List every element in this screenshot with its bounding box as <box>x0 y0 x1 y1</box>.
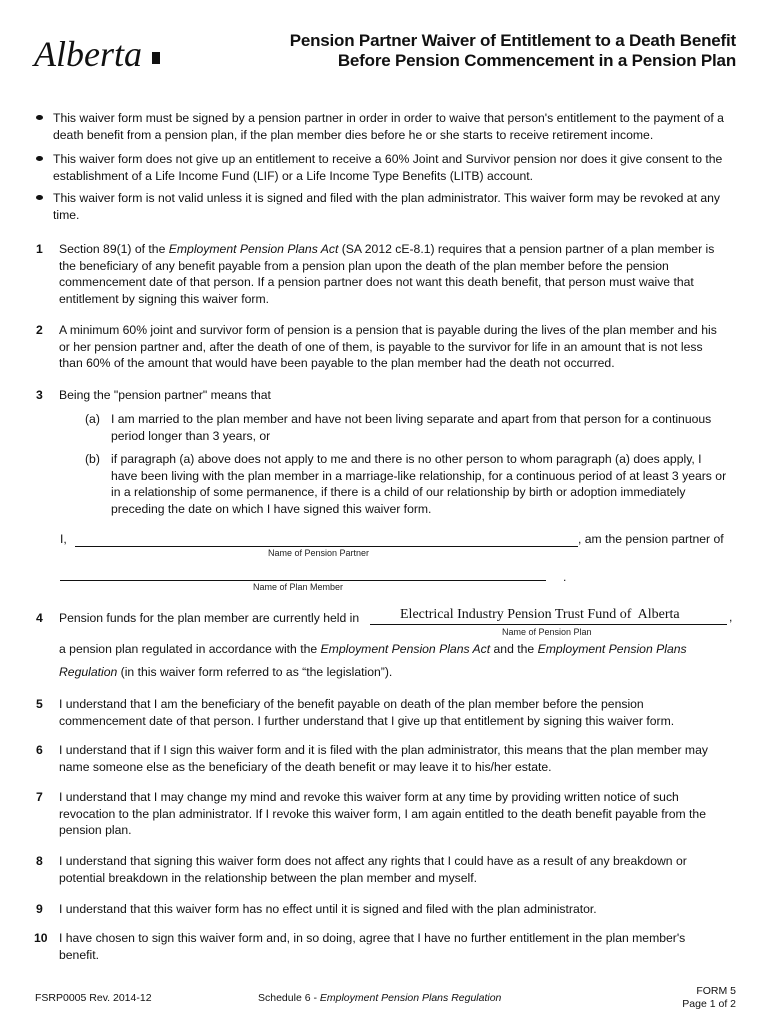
clause-number: 1 <box>36 242 43 256</box>
bullet-item: This waiver form does not give up an entitlement to receive a 60% Joint and Survivor pension nor does it give consent to the establishment of a Life Income Fund (LIF) or a Life Income Type Benefits (LITB) account. <box>36 151 726 184</box>
clause-9: 9 I understand that this waiver form has no effect until it is signed and filed with the plan administrator. <box>36 902 597 916</box>
bullet-item: This waiver form must be signed by a pension partner in order in order to waive that person's entitlement to the payment of a death benefit from a pension plan, if the plan member dies before he or she starts to receive retirement income. <box>36 110 726 143</box>
clause-3b: (b) if paragraph (a) above does not apply to me and there is no other person to whom paragraph (a) does apply, I have been living with the plan member in a marriage-like relationship, for a continuous period of at least 3 years or in a relationship of some permanence, if there is a child of our relationship by birth or adoption immediately preceding the date on which I have signed this waiver form. <box>85 452 727 516</box>
alberta-logo <box>30 30 170 78</box>
page-number: Page 1 of 2 <box>682 998 736 1010</box>
clause-number: 8 <box>36 854 43 868</box>
member-name-caption: Name of Plan Member <box>253 582 344 592</box>
pension-plan-value: Electrical Industry Pension Trust Fund of Alberta <box>400 607 680 622</box>
clause-number: 10 <box>34 931 48 945</box>
logo-text: Alberta <box>34 34 142 74</box>
title-line-1: Pension Partner Waiver of Entitlement to a Death Benefit <box>289 31 736 50</box>
partner-suffix: , am the pension partner of <box>578 532 724 546</box>
partner-name-caption: Name of Pension Partner <box>268 548 370 558</box>
schedule-reference: Schedule 6 - Employment Pension Plans Regulation <box>258 992 502 1004</box>
member-suffix: . <box>563 570 567 584</box>
form-page-info <box>682 985 736 1011</box>
clause-4: 4 Pension funds for the plan member are currently held in <box>36 611 360 625</box>
clause-2: 2 A minimum 60% joint and survivor form of pension is a pension that is payable during the lives of the plan member and his or her pension partner and, after the death of one of them, is payable to the survivor for life in an amount that is not less than 60% of the amount that would have been payable to the plan member had the death not occurred. <box>36 323 717 370</box>
clause-8: 8 I understand that signing this waiver form does not affect any rights that I could have as a result of any breakdown or potential breakdown in the relationship between the plan member and myself. <box>36 854 687 885</box>
bullet-icon <box>36 195 43 200</box>
clause-10: 10 I have chosen to sign this waiver form and, in so doing, agree that I have no further entitlement in the plan member's benefit. <box>34 931 686 962</box>
form-code: FSRP0005 Rev. 2014-12 <box>35 992 152 1004</box>
clause-7: 7 I understand that I may change my mind and revoke this waiver form at any time by providing written notice of such revocation to the plan administrator. If I revoke this waiver form, I am again entitled to the death benefit payable from the pension plan. <box>36 790 706 837</box>
pension-plan-input[interactable] <box>370 607 727 625</box>
form-title <box>216 31 736 71</box>
clause-number: 9 <box>36 902 43 916</box>
plan-comma: , <box>729 610 733 624</box>
bullet-icon <box>36 115 43 120</box>
bullet-icon <box>36 156 43 161</box>
clause-6: 6 I understand that if I sign this waiver form and it is filed with the plan administrator, this means that the plan member may name someone else as the beneficiary of the death benefit or may leave it to his/her estate. <box>36 743 708 774</box>
clause-number: 4 <box>36 611 43 625</box>
clause-1: 1 Section 89(1) of the Employment Pension Plans Act (SA 2012 cE-8.1) requires that a pension partner of a plan member is the beneficiary of any benefit payable from a pension plan upon the death of the plan member before the pension commencement date of that person. If a pension partner does not want this death benefit, that person must waive that entitlement by signing this waiver form. <box>36 242 715 306</box>
form-number: FORM 5 <box>696 985 736 997</box>
clause-number: 6 <box>36 743 43 757</box>
clause-number: 5 <box>36 697 43 711</box>
pension-plan-caption: Name of Pension Plan <box>502 627 592 637</box>
bullet-item: This waiver form is not valid unless it is signed and filed with the plan administrator. This waiver form may be revoked at any time. <box>36 190 726 223</box>
clause-3a: (a) I am married to the plan member and have not been living separate and apart from that person for a continuous period longer than 3 years, or <box>85 412 712 443</box>
clause-number: 7 <box>36 790 43 804</box>
clause-number: 3 <box>36 388 43 402</box>
clause-number: 2 <box>36 323 43 337</box>
act-name: Employment Pension Plans Act <box>168 242 339 256</box>
clause-4-continued: a pension plan regulated in accordance with the Employment Pension Plans Act and the Employment Pension Plans Regulation (in this waiver form referred to as “the legislation”). <box>59 642 687 679</box>
member-name-input[interactable] <box>60 580 546 581</box>
partner-name-input[interactable] <box>75 546 578 547</box>
title-line-2: Before Pension Commencement in a Pension Plan <box>337 51 736 70</box>
partner-prefix: I, <box>60 532 67 546</box>
clause-5: 5 I understand that I am the beneficiary of the benefit payable on death of the plan member before the pension commencement date of that person. I further understand that I give up that entitlement by signing this waiver form. <box>36 697 675 728</box>
clause-3: 3 Being the "pension partner" means that <box>36 388 271 402</box>
